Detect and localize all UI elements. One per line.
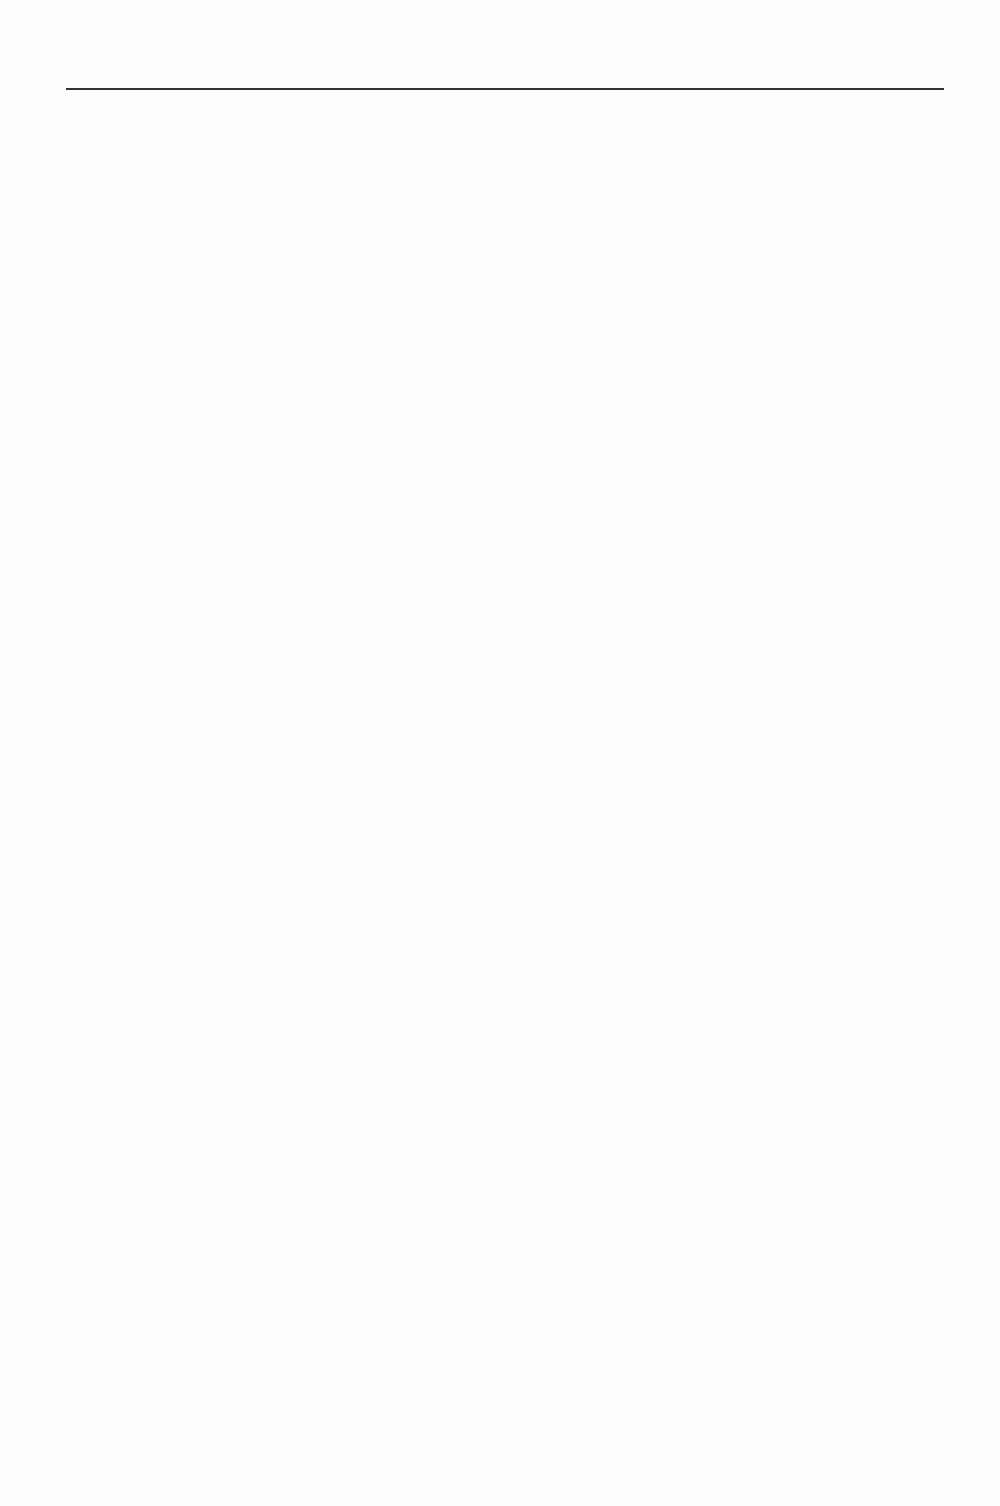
running-header: [66, 58, 944, 90]
